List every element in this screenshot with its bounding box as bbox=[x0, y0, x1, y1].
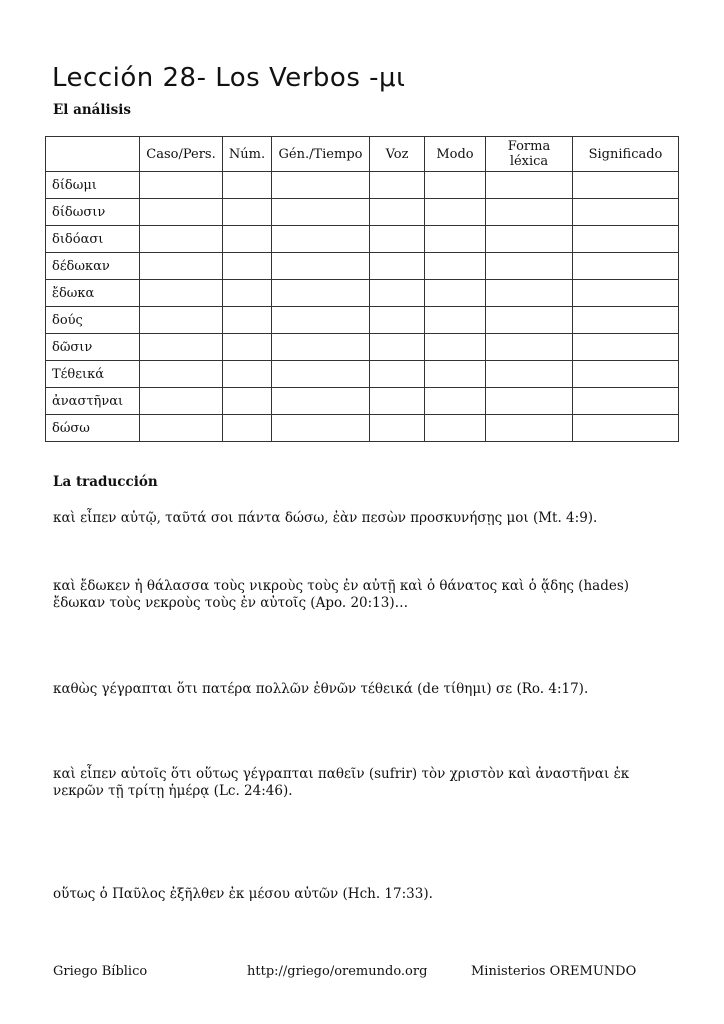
table-cell-blank bbox=[140, 388, 223, 415]
table-cell-blank bbox=[140, 199, 223, 226]
table-cell-blank bbox=[425, 253, 486, 280]
table-cell-blank bbox=[425, 280, 486, 307]
table-cell-blank bbox=[140, 226, 223, 253]
table-cell-blank bbox=[573, 307, 679, 334]
table-cell-blank bbox=[425, 415, 486, 442]
translation-sentence: καὶ εἶπεν αὐτοῖς ὅτι οὕτως γέγραπται παθεῖν (sufrir) τὸν χριστὸν καὶ ἀναστῆναι ἐκ νεκρῶν τῇ τρίτῃ ἡμέρᾳ (Lc. 24:46). bbox=[53, 766, 630, 799]
table-cell-blank bbox=[140, 280, 223, 307]
table-cell-blank bbox=[486, 199, 573, 226]
column-header-number: Núm. bbox=[223, 137, 272, 172]
footer-right: Ministerios OREMUNDO bbox=[471, 964, 637, 979]
table-cell-word: δώσω bbox=[46, 415, 140, 442]
table-cell-blank bbox=[425, 226, 486, 253]
table-cell-blank bbox=[272, 361, 370, 388]
table-cell-blank bbox=[223, 388, 272, 415]
table-cell-blank bbox=[140, 361, 223, 388]
table-cell-blank bbox=[140, 253, 223, 280]
translation-sentence: οὕτως ὁ Παῦλος ἐξῆλθεν ἐκ μέσου αὐτῶν (Hch. 17:33). bbox=[53, 886, 433, 902]
translation-heading: La traducción bbox=[53, 474, 158, 490]
table-cell-blank bbox=[370, 307, 425, 334]
table-cell-blank bbox=[223, 415, 272, 442]
table-cell-blank bbox=[573, 172, 679, 199]
table-cell-blank bbox=[272, 226, 370, 253]
table-cell-blank bbox=[425, 334, 486, 361]
table-cell-blank bbox=[370, 388, 425, 415]
table-cell-blank bbox=[573, 415, 679, 442]
table-cell-blank bbox=[272, 199, 370, 226]
table-cell-blank bbox=[573, 334, 679, 361]
table-cell-blank bbox=[370, 199, 425, 226]
table-cell-word: δίδωσιν bbox=[46, 199, 140, 226]
table-row bbox=[46, 415, 679, 442]
table-cell-blank bbox=[573, 199, 679, 226]
table-cell-blank bbox=[370, 334, 425, 361]
table-cell-blank bbox=[425, 199, 486, 226]
table-cell-blank bbox=[223, 172, 272, 199]
table-cell-blank bbox=[370, 253, 425, 280]
table-cell-blank bbox=[486, 226, 573, 253]
page-title: Lección 28- Los Verbos -μι bbox=[52, 63, 406, 94]
table-cell-blank bbox=[573, 226, 679, 253]
table-cell-blank bbox=[573, 388, 679, 415]
table-cell-blank bbox=[573, 280, 679, 307]
table-cell-blank bbox=[425, 172, 486, 199]
table-cell-blank bbox=[486, 253, 573, 280]
table-cell-blank bbox=[140, 172, 223, 199]
table-cell-word: Τέθεικά bbox=[46, 361, 140, 388]
table-cell-word: διδόασι bbox=[46, 226, 140, 253]
column-header-meaning: Significado bbox=[573, 137, 679, 172]
table-cell-blank bbox=[223, 307, 272, 334]
table-cell-word: δίδωμι bbox=[46, 172, 140, 199]
table-cell-blank bbox=[272, 334, 370, 361]
column-header-word bbox=[46, 137, 140, 172]
translation-sentence: καὶ εἶπεν αὐτῷ, ταῦτά σοι πάντα δώσω, ἐὰν πεσὼν προσκυνήσῃς μοι (Mt. 4:9). bbox=[53, 510, 598, 526]
table-cell-blank bbox=[486, 388, 573, 415]
column-header-gender-tense: Gén./Tiempo bbox=[272, 137, 370, 172]
table-cell-blank bbox=[223, 226, 272, 253]
table-row bbox=[46, 172, 679, 199]
analysis-table-body bbox=[46, 172, 679, 442]
table-cell-blank bbox=[573, 253, 679, 280]
table-cell-blank bbox=[370, 280, 425, 307]
table-cell-blank bbox=[223, 334, 272, 361]
table-cell-blank bbox=[486, 172, 573, 199]
table-row bbox=[46, 307, 679, 334]
table-cell-blank bbox=[425, 388, 486, 415]
table-cell-blank bbox=[223, 253, 272, 280]
table-cell-blank bbox=[223, 199, 272, 226]
table-cell-blank bbox=[272, 172, 370, 199]
table-cell-blank bbox=[140, 334, 223, 361]
table-cell-blank bbox=[486, 334, 573, 361]
table-row bbox=[46, 361, 679, 388]
table-header-row bbox=[46, 137, 679, 172]
column-header-mood: Modo bbox=[425, 137, 486, 172]
table-cell-blank bbox=[370, 172, 425, 199]
table-cell-blank bbox=[140, 415, 223, 442]
table-row bbox=[46, 199, 679, 226]
table-cell-blank bbox=[370, 415, 425, 442]
table-row bbox=[46, 388, 679, 415]
table-cell-blank bbox=[486, 361, 573, 388]
column-header-voice: Voz bbox=[370, 137, 425, 172]
table-cell-blank bbox=[272, 253, 370, 280]
table-cell-blank bbox=[486, 307, 573, 334]
table-cell-word: ἔδωκα bbox=[46, 280, 140, 307]
table-cell-blank bbox=[425, 361, 486, 388]
table-cell-blank bbox=[223, 280, 272, 307]
table-row bbox=[46, 226, 679, 253]
table-cell-blank bbox=[140, 307, 223, 334]
table-cell-blank bbox=[425, 307, 486, 334]
table-cell-blank bbox=[272, 415, 370, 442]
table-cell-blank bbox=[370, 361, 425, 388]
translation-sentence: καὶ ἔδωκεν ἡ θάλασσα τοὺς νικροὺς τοὺς ἐν αὐτῇ καὶ ὁ θάνατος καὶ ὁ ᾅδης (hades) ἔδωκαν τοὺς νεκροὺς τοὺς ἐν αὐτοῖς (Apo. 20:13)… bbox=[53, 578, 630, 611]
table-cell-blank bbox=[573, 361, 679, 388]
table-row bbox=[46, 280, 679, 307]
analysis-heading: El análisis bbox=[53, 102, 132, 118]
table-cell-blank bbox=[272, 388, 370, 415]
table-cell-blank bbox=[272, 280, 370, 307]
footer-left: Griego Bíblico bbox=[53, 964, 148, 979]
column-header-lexical-form: Forma léxica bbox=[486, 137, 573, 172]
table-cell-blank bbox=[272, 307, 370, 334]
table-cell-word: δέδωκαν bbox=[46, 253, 140, 280]
table-cell-word: δούς bbox=[46, 307, 140, 334]
table-cell-word: ἀναστῆναι bbox=[46, 388, 140, 415]
table-cell-blank bbox=[223, 361, 272, 388]
column-header-case-person: Caso/Pers. bbox=[140, 137, 223, 172]
table-row bbox=[46, 253, 679, 280]
table-cell-blank bbox=[486, 415, 573, 442]
footer-url: http://griego/oremundo.org bbox=[247, 964, 428, 979]
table-row bbox=[46, 334, 679, 361]
table-cell-blank bbox=[370, 226, 425, 253]
table-cell-word: δῶσιν bbox=[46, 334, 140, 361]
translation-sentence: καθὼς γέγραπται ὅτι πατέρα πολλῶν ἐθνῶν τέθεικά (de τίθημι) σε (Ro. 4:17). bbox=[53, 681, 589, 697]
table-cell-blank bbox=[486, 280, 573, 307]
analysis-table bbox=[45, 136, 679, 442]
